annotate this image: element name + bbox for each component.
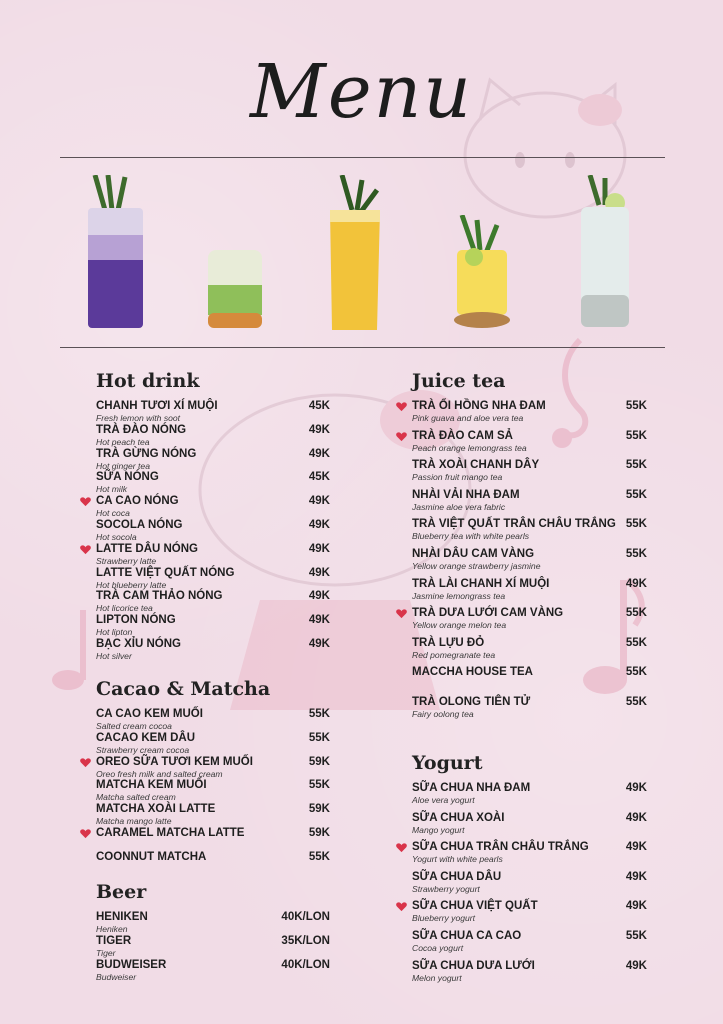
menu-item bbox=[412, 782, 647, 812]
item-description: Jasmine lemongrass tea bbox=[412, 590, 506, 601]
menu-item bbox=[412, 871, 647, 901]
heart-icon bbox=[396, 431, 407, 442]
menu-item bbox=[96, 708, 330, 732]
menu-item bbox=[96, 803, 330, 827]
menu-item bbox=[96, 614, 330, 638]
item-description: Heniken bbox=[96, 924, 128, 934]
item-price: 49K bbox=[625, 959, 647, 972]
menu-item bbox=[412, 930, 647, 960]
item-price: 49K bbox=[308, 518, 330, 531]
item-description: Cocoa yogurt bbox=[412, 942, 464, 953]
cacao-matcha-section bbox=[96, 676, 330, 875]
menu-item bbox=[96, 519, 330, 543]
menu-item bbox=[412, 841, 647, 871]
heart-icon bbox=[80, 828, 91, 839]
menu-item bbox=[412, 637, 647, 667]
item-description: Mango yogurt bbox=[412, 824, 465, 835]
item-name: SỮA CHUA VIỆT QUẤT bbox=[412, 900, 538, 913]
item-name: NHÀI DÂU CAM VÀNG bbox=[412, 547, 535, 560]
menu-item bbox=[412, 400, 647, 430]
item-name: TRÀ GỪNG NÓNG bbox=[96, 447, 197, 460]
item-price: 49K bbox=[625, 782, 647, 794]
item-price: 49K bbox=[625, 841, 647, 854]
item-price: 55K bbox=[625, 666, 647, 679]
item-description: Tiger bbox=[96, 947, 116, 958]
item-description: Hot coca bbox=[96, 508, 130, 519]
menu-item bbox=[412, 666, 647, 696]
item-description: Yellow orange melon tea bbox=[412, 620, 507, 631]
menu-item bbox=[96, 448, 330, 472]
item-price: 55K bbox=[308, 779, 330, 792]
item-name: LATTE VIỆT QUẤT NÓNG bbox=[96, 566, 235, 579]
drink-illustrations bbox=[60, 165, 665, 343]
item-price: 55K bbox=[625, 518, 647, 531]
item-description: Jasmine aloe vera fabric bbox=[412, 501, 506, 512]
section-title: Hot drink bbox=[96, 370, 200, 392]
item-price: 49K bbox=[625, 811, 647, 824]
item-description: Hot socola bbox=[96, 531, 137, 542]
item-name: TRÀ VIỆT QUẤT TRÂN CHÂU TRẮNG bbox=[412, 518, 616, 531]
heart-icon bbox=[396, 608, 407, 619]
menu-item bbox=[96, 732, 330, 756]
item-price: 59K bbox=[308, 803, 330, 816]
menu-item bbox=[96, 756, 330, 780]
item-price: 55K bbox=[625, 429, 647, 442]
item-price: 55K bbox=[308, 850, 330, 863]
item-name: CHANH TƯƠI XÍ MUỘI bbox=[96, 400, 218, 412]
item-list bbox=[96, 708, 330, 875]
item-name: SỮA CHUA DÂU bbox=[412, 870, 502, 883]
item-name: CA CAO NÓNG bbox=[96, 495, 179, 508]
item-description: Blueberry tea with white pearls bbox=[412, 531, 530, 542]
item-description: Strawberry latte bbox=[96, 555, 157, 566]
heart-icon bbox=[396, 401, 407, 412]
lime-drink-image bbox=[452, 215, 512, 330]
item-price: 55K bbox=[625, 636, 647, 649]
item-price: 35K/LON bbox=[281, 934, 330, 947]
menu-item bbox=[412, 578, 647, 608]
item-description: Matcha salted cream bbox=[96, 792, 176, 803]
item-description: Hot peach tea bbox=[96, 436, 150, 447]
menu-item bbox=[96, 495, 330, 519]
middle-divider bbox=[60, 347, 665, 348]
item-name: TRÀ ĐÀO CAM SẢ bbox=[412, 429, 513, 442]
menu-item bbox=[412, 812, 647, 842]
item-name: CARAMEL MATCHA LATTE bbox=[96, 826, 245, 839]
item-price: 55K bbox=[625, 695, 647, 708]
item-name: TIGER bbox=[96, 934, 132, 947]
heart-icon bbox=[80, 544, 91, 555]
item-price: 45K bbox=[308, 400, 330, 412]
item-name: SỮA CHUA NHA ĐAM bbox=[412, 782, 531, 794]
item-name: SỮA CHUA CA CAO bbox=[412, 929, 522, 942]
menu-item bbox=[96, 543, 330, 567]
item-description: Fairy oolong tea bbox=[412, 708, 474, 719]
menu-item bbox=[412, 900, 647, 930]
item-description: Peach orange lemongrass tea bbox=[412, 442, 527, 453]
item-price: 49K bbox=[308, 590, 330, 603]
item-name: BẠC XỈU NÓNG bbox=[96, 637, 181, 650]
item-price: 55K bbox=[625, 459, 647, 472]
hot-drink-section bbox=[96, 368, 330, 662]
menu-item bbox=[412, 696, 647, 726]
item-price: 55K bbox=[308, 708, 330, 720]
coconut-drink-image bbox=[575, 175, 635, 335]
menu-item bbox=[412, 489, 647, 519]
item-name: MACCHA HOUSE TEA bbox=[412, 666, 533, 679]
item-name: SỮA CHUA XOÀI bbox=[412, 811, 505, 824]
menu-item bbox=[412, 960, 647, 990]
item-price: 59K bbox=[308, 826, 330, 839]
menu-item bbox=[96, 779, 330, 803]
item-description: Hot licorice tea bbox=[96, 603, 153, 614]
section-title: Cacao & Matcha bbox=[96, 678, 271, 700]
item-name: HENIKEN bbox=[96, 911, 148, 923]
menu-item bbox=[412, 430, 647, 460]
menu-item bbox=[96, 959, 330, 983]
mango-drink-image bbox=[322, 175, 387, 335]
item-name: BUDWEISER bbox=[96, 958, 167, 971]
purple-drink-image bbox=[80, 175, 150, 335]
item-description: Blueberry yogurt bbox=[412, 913, 476, 924]
item-name: TRÀ ĐÀO NÓNG bbox=[96, 423, 187, 436]
item-price: 40K/LON bbox=[281, 911, 330, 923]
item-price: 49K bbox=[308, 495, 330, 508]
item-name: MATCHA XOÀI LATTE bbox=[96, 803, 216, 816]
menu-item bbox=[412, 548, 647, 578]
item-name: SỮA CHUA DƯA LƯỚI bbox=[412, 959, 535, 972]
item-name: SỮA CHUA TRÂN CHÂU TRẮNG bbox=[412, 841, 589, 854]
item-name: TRÀ LỰU ĐỎ bbox=[412, 636, 485, 649]
item-price: 49K bbox=[625, 870, 647, 883]
item-price: 59K bbox=[308, 755, 330, 768]
item-description: Passion fruit mango tea bbox=[412, 472, 503, 483]
item-description: Hot silver bbox=[96, 650, 132, 661]
item-name: NHÀI VẢI NHA ĐAM bbox=[412, 488, 520, 501]
item-name: TRÀ XOÀI CHANH DÂY bbox=[412, 459, 540, 472]
item-description: Aloe vera yogurt bbox=[412, 795, 475, 805]
item-name: COONNUT MATCHA bbox=[96, 850, 207, 863]
item-description: Strawberry cream cocoa bbox=[96, 744, 190, 755]
item-price: 55K bbox=[625, 488, 647, 501]
item-description: Oreo fresh milk and salted cream bbox=[96, 768, 223, 779]
item-description: Hot milk bbox=[96, 484, 128, 495]
item-price: 49K bbox=[308, 614, 330, 627]
item-description: Budweiser bbox=[96, 971, 137, 982]
item-description: Strawberry yogurt bbox=[412, 883, 480, 894]
beer-section bbox=[96, 879, 330, 982]
item-name: CA CAO KEM MUỐI bbox=[96, 708, 203, 720]
item-name: TRÀ CAM THẢO NÓNG bbox=[96, 590, 223, 603]
item-price: 49K bbox=[308, 566, 330, 579]
item-price: 55K bbox=[308, 731, 330, 744]
item-price: 49K bbox=[308, 637, 330, 650]
item-description: Hot blueberry latte bbox=[96, 579, 167, 590]
menu-item bbox=[412, 518, 647, 548]
menu-item bbox=[96, 424, 330, 448]
item-price: 45K bbox=[308, 471, 330, 484]
item-name: LATTE DÂU NÓNG bbox=[96, 542, 199, 555]
item-price: 49K bbox=[625, 900, 647, 913]
juice-tea-section bbox=[412, 368, 647, 726]
item-price: 49K bbox=[625, 577, 647, 590]
menu-item bbox=[96, 851, 330, 875]
menu-title: Menu bbox=[250, 49, 473, 135]
item-name: MATCHA KEM MUỐI bbox=[96, 779, 207, 792]
menu-item bbox=[96, 638, 330, 662]
item-name: SOCOLA NÓNG bbox=[96, 518, 183, 531]
item-description: Red pomegranate tea bbox=[412, 649, 496, 660]
item-name: OREO SỮA TƯƠI KEM MUỐI bbox=[96, 755, 253, 768]
section-title: Juice tea bbox=[412, 370, 506, 392]
item-price: 55K bbox=[625, 547, 647, 560]
section-title: Yogurt bbox=[412, 752, 483, 774]
item-name: TRÀ DƯA LƯỚI CAM VÀNG bbox=[412, 607, 564, 620]
menu-item bbox=[412, 459, 647, 489]
item-description: Melon yogurt bbox=[412, 972, 462, 983]
item-description: Hot ginger tea bbox=[96, 460, 150, 471]
item-name: TRÀ LÀI CHANH XÍ MUỘI bbox=[412, 577, 550, 590]
menu-item bbox=[96, 935, 330, 959]
top-divider bbox=[60, 157, 665, 158]
item-price: 49K bbox=[308, 542, 330, 555]
item-price: 40K/LON bbox=[281, 958, 330, 971]
heart-icon bbox=[80, 496, 91, 507]
item-description: Hot lipton bbox=[96, 627, 133, 638]
item-description: Fresh lemon with soot bbox=[96, 413, 181, 423]
item-description: Salted cream cocoa bbox=[96, 721, 172, 731]
item-price: 55K bbox=[625, 400, 647, 412]
heart-icon bbox=[396, 901, 407, 912]
item-description: Yellow orange strawberry jasmine bbox=[412, 560, 541, 571]
item-description: Matcha mango latte bbox=[96, 816, 172, 827]
menu-item bbox=[412, 607, 647, 637]
item-name: SỮA NÓNG bbox=[96, 471, 159, 484]
menu-item bbox=[96, 471, 330, 495]
item-price: 49K bbox=[308, 423, 330, 436]
item-description: Yogurt with white pearls bbox=[412, 854, 503, 865]
item-name: TRÀ OLONG TIÊN TỬ bbox=[412, 695, 531, 708]
heart-icon bbox=[80, 757, 91, 768]
menu-item bbox=[96, 911, 330, 935]
yogurt-section bbox=[412, 750, 647, 989]
matcha-drink-image bbox=[205, 245, 265, 330]
item-list bbox=[96, 911, 330, 982]
menu-item bbox=[96, 567, 330, 591]
heart-icon bbox=[396, 842, 407, 853]
menu-item bbox=[96, 400, 330, 424]
item-price: 55K bbox=[625, 929, 647, 942]
item-price: 49K bbox=[308, 447, 330, 460]
item-name: CACAO KEM DÂU bbox=[96, 731, 196, 744]
item-name: TRÀ ỔI HỒNG NHA ĐAM bbox=[412, 400, 546, 412]
item-name: LIPTON NÓNG bbox=[96, 614, 176, 627]
item-list bbox=[412, 782, 647, 989]
item-list bbox=[96, 400, 330, 662]
menu-item bbox=[96, 590, 330, 614]
menu-item bbox=[96, 827, 330, 851]
item-price: 55K bbox=[625, 607, 647, 620]
section-title: Beer bbox=[96, 881, 147, 903]
item-list bbox=[412, 400, 647, 726]
item-description: Pink guava and aloe vera tea bbox=[412, 413, 524, 423]
